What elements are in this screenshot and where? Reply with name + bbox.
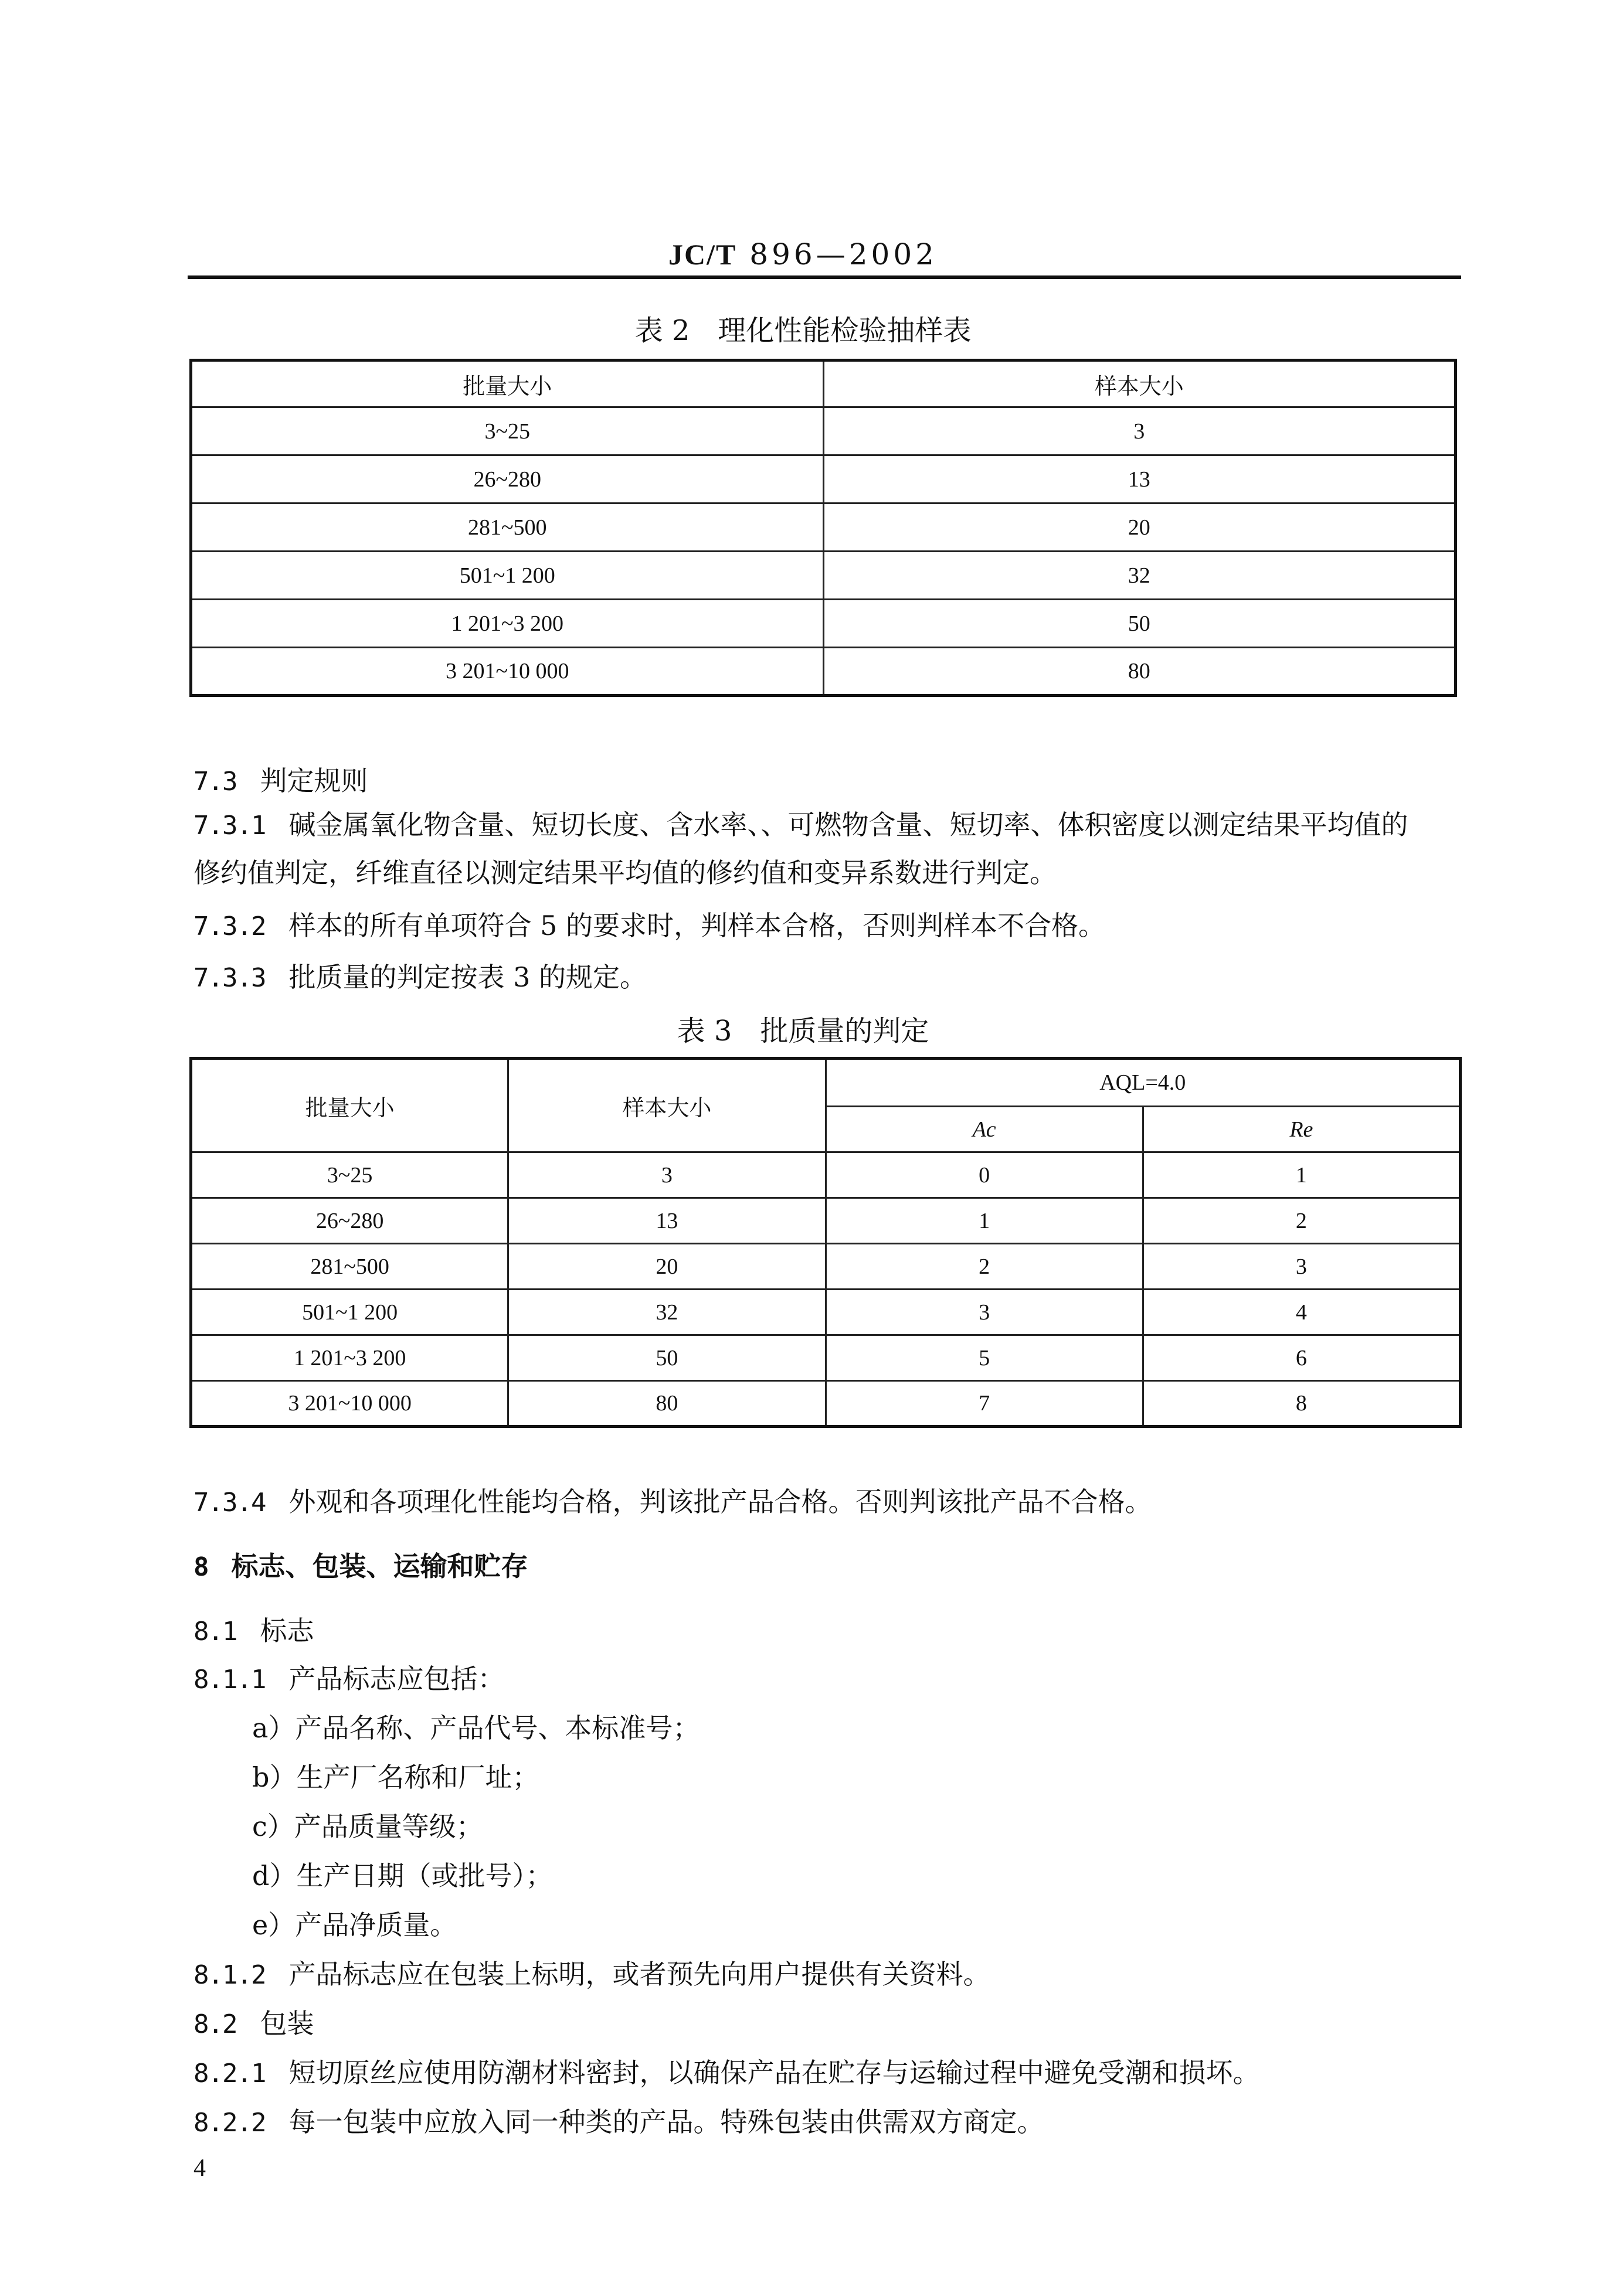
table3-caption: 表 3 批质量的判定 <box>677 1015 929 1047</box>
table-row <box>191 1152 1461 1198</box>
table-row <box>191 1244 1461 1290</box>
table-row <box>191 1381 1461 1427</box>
table3-cell-ac: 5 <box>826 1335 1143 1381</box>
table-row <box>191 648 1456 696</box>
table3-col-re <box>1143 1107 1460 1152</box>
paragraph-text: 样本的所有单项符合 5 的要求时，判样本合格，否则判样本不合格。 <box>288 910 1105 941</box>
page-number: 4 <box>193 2155 206 2182</box>
paragraph-8-2-2 <box>193 2097 1044 2148</box>
standard-code-number: 896—2002 <box>749 237 938 271</box>
paragraph-text: 外观和各项理化性能均合格，判该批产品合格。否则判该批产品不合格。 <box>288 1486 1152 1518</box>
table-row <box>191 552 1456 600</box>
table-row <box>191 504 1456 552</box>
paragraph-7-3-1 <box>193 800 1408 851</box>
table2-col-batch: 批量大小 <box>191 360 824 407</box>
section-title: 标志、包装、运输和贮存 <box>231 1550 528 1582</box>
table-row <box>191 455 1456 504</box>
table2-cell-batch: 1 201~3 200 <box>191 600 824 648</box>
paragraph-number: 7.3.2 <box>193 911 266 941</box>
table2-cell-batch: 3 201~10 000 <box>191 648 824 696</box>
list-item: e）产品净质量。 <box>252 1909 457 1941</box>
table2-col-sample: 样本大小 <box>823 360 1456 407</box>
table3-cell-batch: 281~500 <box>191 1244 508 1290</box>
table3-cell-re: 6 <box>1143 1335 1460 1381</box>
list-item: a）产品名称、产品代号、本标准号； <box>252 1712 700 1744</box>
section-number: 7.3 <box>193 767 237 797</box>
section-8-1-heading <box>193 1606 314 1656</box>
section-number: 8.2 <box>193 2009 237 2039</box>
table3-col-re-label: Re <box>1289 1117 1313 1142</box>
section-8-2-heading <box>193 1999 314 2049</box>
table3-cell-sample: 3 <box>508 1152 826 1198</box>
table3-col-aql: AQL=4.0 <box>826 1059 1461 1107</box>
table2-cell-sample: 13 <box>823 455 1456 504</box>
paragraph-number: 8.1.1 <box>193 1665 266 1695</box>
table3-col-batch: 批量大小 <box>191 1059 508 1152</box>
table2-cell-batch: 501~1 200 <box>191 552 824 600</box>
table3-cell-ac: 3 <box>826 1290 1143 1335</box>
paragraph-number: 7.3.4 <box>193 1488 266 1518</box>
section-number: 8.1 <box>193 1617 237 1647</box>
table3-cell-re: 4 <box>1143 1290 1460 1335</box>
paragraph-8-1-2 <box>193 1950 990 2000</box>
table-row <box>191 1198 1461 1244</box>
table-row <box>191 600 1456 648</box>
section-8-heading <box>193 1542 528 1592</box>
table3-cell-ac: 1 <box>826 1198 1143 1244</box>
table3-cell-re: 2 <box>1143 1198 1460 1244</box>
list-item: d）生产日期（或批号）； <box>252 1860 553 1892</box>
table2-cell-batch: 26~280 <box>191 455 824 504</box>
table2-cell-sample: 3 <box>823 407 1456 455</box>
table3-cell-re: 8 <box>1143 1381 1460 1427</box>
table3-cell-sample: 20 <box>508 1244 826 1290</box>
paragraph-7-3-2 <box>193 901 1105 951</box>
list-item: b）生产厂名称和厂址； <box>252 1761 539 1793</box>
table3-cell-ac: 7 <box>826 1381 1143 1427</box>
table2-cell-sample: 20 <box>823 504 1456 552</box>
table3-header-row <box>191 1059 1461 1107</box>
table-row <box>191 1335 1461 1381</box>
table3-cell-batch: 3 201~10 000 <box>191 1381 508 1427</box>
table3-col-ac-label: Ac <box>972 1117 996 1142</box>
section-7-3-heading <box>193 756 368 807</box>
paragraph-text: 碱金属氧化物含量、短切长度、含水率、、可燃物含量、短切率、体积密度以测定结果平均值的 <box>288 809 1408 841</box>
list-item: c）产品质量等级； <box>252 1811 483 1842</box>
table-row <box>191 1290 1461 1335</box>
table2-cell-sample: 32 <box>823 552 1456 600</box>
table3-cell-re: 3 <box>1143 1244 1460 1290</box>
table2-cell-batch: 3~25 <box>191 407 824 455</box>
section-title: 标志 <box>260 1615 314 1647</box>
table3-cell-batch: 3~25 <box>191 1152 508 1198</box>
standard-code-prefix: JC/T <box>668 238 737 271</box>
paragraph-7-3-3 <box>193 953 647 1003</box>
table2-caption: 表 2 理化性能检验抽样表 <box>634 314 972 347</box>
standard-code <box>0 237 1606 271</box>
table2-cell-sample: 80 <box>823 648 1456 696</box>
paragraph-number: 7.3.1 <box>193 811 266 841</box>
table3-col-sample: 样本大小 <box>508 1059 826 1152</box>
table3-cell-batch: 1 201~3 200 <box>191 1335 508 1381</box>
table2 <box>189 359 1457 697</box>
paragraph-8-2-1 <box>193 2048 1259 2098</box>
paragraph-text: 批质量的判定按表 3 的规定。 <box>288 961 647 993</box>
table3-cell-re: 1 <box>1143 1152 1460 1198</box>
paragraph-text: 产品标志应在包装上标明，或者预先向用户提供有关资料。 <box>288 1958 990 1990</box>
table3-cell-sample: 13 <box>508 1198 826 1244</box>
table3-cell-sample: 80 <box>508 1381 826 1427</box>
section-number: 8 <box>193 1552 208 1582</box>
paragraph-7-3-4 <box>193 1477 1152 1528</box>
table2-cell-batch: 281~500 <box>191 504 824 552</box>
paragraph-number: 7.3.3 <box>193 963 266 993</box>
table3 <box>189 1057 1462 1428</box>
paragraph-number: 8.1.2 <box>193 1960 266 1990</box>
table3-cell-ac: 0 <box>826 1152 1143 1198</box>
section-title: 判定规则 <box>260 765 368 797</box>
table2-cell-sample: 50 <box>823 600 1456 648</box>
table2-header-row <box>191 360 1456 407</box>
table3-cell-batch: 26~280 <box>191 1198 508 1244</box>
paragraph-number: 8.2.2 <box>193 2108 266 2138</box>
section-title: 包装 <box>260 2008 314 2039</box>
table3-col-ac <box>826 1107 1143 1152</box>
table3-cell-sample: 50 <box>508 1335 826 1381</box>
paragraph-8-1-1 <box>193 1654 504 1705</box>
paragraph-text: 短切原丝应使用防潮材料密封，以确保产品在贮存与运输过程中避免受潮和损坏。 <box>288 2057 1260 2088</box>
paragraph-text: 产品标志应包括： <box>288 1663 505 1695</box>
paragraph-text: 每一包装中应放入同一种类的产品。特殊包装由供需双方商定。 <box>288 2106 1044 2138</box>
header-rule <box>188 275 1461 279</box>
table3-cell-sample: 32 <box>508 1290 826 1335</box>
table3-cell-batch: 501~1 200 <box>191 1290 508 1335</box>
table-row <box>191 407 1456 455</box>
paragraph-number: 8.2.1 <box>193 2059 266 2088</box>
table3-cell-ac: 2 <box>826 1244 1143 1290</box>
paragraph-7-3-1-continued: 修约值判定，纤维直径以测定结果平均值的修约值和变异系数进行判定。 <box>193 857 1057 889</box>
